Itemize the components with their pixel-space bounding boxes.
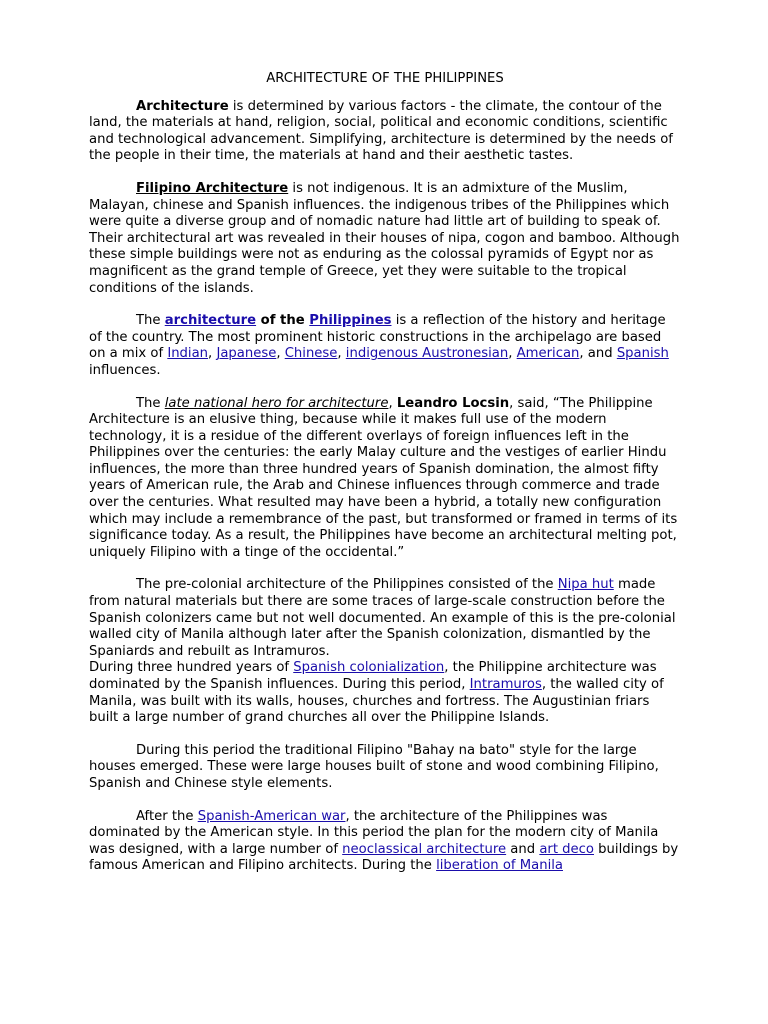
- link-art-deco[interactable]: art deco: [539, 841, 594, 857]
- document-body: [89, 71, 681, 891]
- paragraph-pre-colonial: The pre-colonial architecture of the Philippines consisted of the Nipa hut made from natural materials but there are some traces of large-scale construction before the Spanish colonizers came but not well documented. An example of this is the pre-colonial walled city of Manila although later after the Spanish colonization, dismantled by the Spaniards and rebuilt as Intramuros.: [89, 577, 676, 659]
- link-indigenous-austronesian[interactable]: indigenous Austronesian: [345, 346, 509, 362]
- paragraph-spanish-colonial: During three hundred years of Spanish colonialization, the Philippine architecture was dominated by the Spanish influences. During this period, Intramuros, the walled city of Manila, was built with its walls, houses, churches and fortress. The Augustinian friars built a large number of grand churches all over the Philippine Islands.: [89, 660, 664, 726]
- document-title: ARCHITECTURE OF THE PHILIPPINES: [266, 71, 504, 86]
- term-architecture: Architecture: [136, 98, 229, 114]
- link-intramuros[interactable]: Intramuros: [469, 677, 542, 692]
- link-nipa-hut[interactable]: Nipa hut: [557, 577, 614, 593]
- link-spanish[interactable]: Spanish: [616, 346, 669, 362]
- link-spanish-american-war[interactable]: Spanish-American war: [197, 808, 346, 824]
- term-filipino-architecture: Filipino Architecture: [136, 180, 289, 196]
- link-neoclassical-architecture[interactable]: neoclassical architecture: [342, 841, 507, 857]
- link-chinese[interactable]: Chinese: [284, 346, 338, 362]
- paragraph-bahay-na-bato: During this period the traditional Filipino "Bahay na bato" style for the large houses emerged. These were large houses built of stone and wood combining Filipino, Spanish and Chinese style elements.: [89, 742, 659, 791]
- phrase-national-hero: late national hero for architecture: [164, 395, 389, 411]
- link-liberation-of-manila[interactable]: liberation of Manila: [436, 858, 563, 874]
- link-philippines[interactable]: Philippines: [309, 313, 392, 329]
- paragraph-filipino-architecture: Filipino Architecture is not indigenous. It is an admixture of the Muslim, Malayan, chinese and Spanish influences. the indigenous tribes of the Philippines which were quite a diverse group and of nomadic nature had little art of building to speak of. Their architectural art was revealed in their houses of nipa, cogon and bamboo. Although these simple buildings were not as enduring as the colossal pyramids of Egypt nor as magnificent as the grand temple of Greece, yet they were suitable to the tropical conditions of the islands.: [89, 180, 680, 296]
- paragraph-locsin-quote: The late national hero for architecture, Leandro Locsin, said, “The Philippine Architecture is an elusive thing, because while it makes full use of the modern technology, it is a residue of the different overlays of foreign influences left in the Philippines over the centuries: the early Malay culture and the vestiges of earlier Hindu influences, the more than three hundred years of Spanish domination, the almost fifty years of American rule, the Arab and Chinese influences through commerce and trade over the centuries. What resulted may have been a hybrid, a totally new configuration which may include a remembrance of the past, but transformed or framed in terms of its significance today. As a result, the Philippines have become an architectural melting pot, uniquely Filipino with a tinge of the occidental.”: [89, 395, 678, 560]
- paragraph-architecture-of-philippines: The architecture of the Philippines is a reflection of the history and heritage of the country. The most prominent historic constructions in the archipelago are based on a mix of Indian, Japanese, Chinese, indigenous Austronesian, American, and Spanish influences.: [89, 313, 669, 378]
- link-spanish-colonialization[interactable]: Spanish colonialization: [293, 660, 445, 676]
- name-leandro-locsin: Leandro Locsin: [396, 395, 510, 411]
- link-japanese[interactable]: Japanese: [216, 346, 277, 362]
- link-american[interactable]: American: [516, 346, 580, 362]
- paragraph-american-period: After the Spanish-American war, the architecture of the Philippines was dominated by the American style. In this period the plan for the modern city of Manila was designed, with a large number of neoclassical architecture and art deco buildings by famous American and Filipino architects. During the liberation of Manila: [89, 808, 679, 874]
- paragraph-architecture: Architecture is determined by various factors - the climate, the contour of the land, the materials at hand, religion, social, political and economic conditions, scientific and technological advancement. Simplifying, architecture is determined by the needs of the people in their time, the materials at hand and their aesthetic tastes.: [89, 98, 673, 164]
- link-indian[interactable]: Indian: [167, 346, 209, 362]
- link-architecture[interactable]: architecture: [164, 313, 257, 329]
